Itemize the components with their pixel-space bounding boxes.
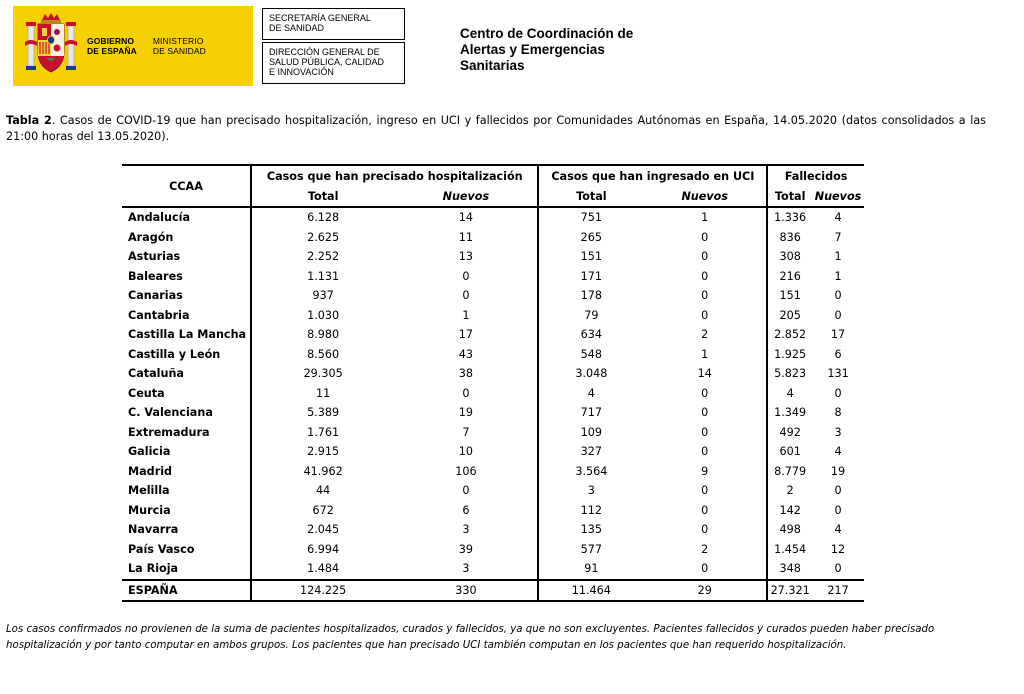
icu-new: 9 [701,464,709,478]
ccaa-name: C. Valenciana [128,406,213,420]
ccaa-name: Galicia [128,445,171,459]
icu-total: 178 [538,286,643,306]
icu-new: 0 [701,562,709,576]
directorate-box: DIRECCIÓN GENERAL DE SALUD PÚBLICA, CALIDAD E INNOVACIÓN [262,42,405,84]
deaths-new: 217 [812,580,864,601]
icu-new: 0 [701,308,709,322]
ccaa-name: Madrid [128,464,173,478]
icu-total: 717 [538,403,643,423]
icu-new: 2 [701,328,709,342]
deaths-total: 498 [767,520,812,540]
hosp-total: 1.484 [251,559,394,580]
deaths-new: 0 [834,484,842,498]
hosp-total: 44 [251,481,394,501]
icu-total: 135 [538,520,643,540]
table-row [122,286,864,306]
deaths-total: 1.349 [767,403,812,423]
hosp-new: 11 [458,230,473,244]
table-row [122,384,864,404]
icu-new: 0 [701,523,709,537]
hosp-total: 1.030 [251,306,394,326]
deaths-new: 17 [830,328,846,342]
hosp-new: 0 [462,484,470,498]
table-body [122,207,864,601]
hosp-total: 937 [251,286,394,306]
hosp-total: 11 [251,384,394,404]
icu-total: 751 [538,207,643,228]
hosp-total: 672 [251,501,394,521]
table-row [122,364,864,384]
table-row [122,267,864,287]
table-row [122,306,864,326]
icu-new: 0 [701,289,709,303]
icu-total: 327 [538,442,643,462]
deaths-new: 4 [834,211,842,225]
icu-total: 548 [538,345,643,365]
icu-new: 0 [701,503,709,517]
table-caption [6,113,986,145]
icu-new: 14 [697,367,712,381]
deaths-total: 4 [767,384,812,404]
deaths-new: 3 [834,425,842,439]
subheader-nuevos: Nuevos [812,187,864,207]
subheader-nuevos: Nuevos [643,187,767,207]
government-label: GOBIERNO DE ESPAÑA [87,36,137,56]
deaths-total: 5.823 [767,364,812,384]
table-row [122,520,864,540]
icu-total: 577 [538,540,643,560]
deaths-total: 1.454 [767,540,812,560]
hosp-new: 13 [458,250,473,264]
icu-new: 1 [701,211,709,225]
table-row [122,228,864,248]
group-header-icu: Casos que han ingresado en UCI [538,165,767,187]
deaths-new: 1 [834,269,842,283]
table-row [122,423,864,443]
ccaa-name: Extremadura [128,425,210,439]
icu-new: 0 [701,484,709,498]
ccaa-name: Asturias [128,250,181,264]
ccaa-name: País Vasco [128,542,195,556]
hosp-new: 3 [462,523,470,537]
covid-table [122,164,864,602]
ccaa-name: ESPAÑA [122,580,251,601]
ccaa-name: Canarias [128,289,183,303]
deaths-total: 2 [767,481,812,501]
hosp-total: 1.131 [251,267,394,287]
subheader-total: Total [251,187,394,207]
icu-total: 11.464 [538,580,643,601]
deaths-total: 151 [767,286,812,306]
table-row [122,481,864,501]
hosp-total: 8.560 [251,345,394,365]
icu-total: 265 [538,228,643,248]
ccaa-name: Melilla [128,484,170,498]
total-row [122,580,864,601]
hosp-new: 0 [462,269,470,283]
icu-total: 3.564 [538,462,643,482]
caption-text: . Casos de COVID-19 que han precisado hospitalización, ingreso en UCI y fallecidos por Comunidades Autónomas en España, 14.05.2020 (datos consolidados a las 21:00 horas del 13.05.2020). [6,114,986,143]
hosp-new: 39 [458,542,473,556]
deaths-total: 1.925 [767,345,812,365]
deaths-total: 308 [767,247,812,267]
icu-total: 79 [538,306,643,326]
deaths-new: 4 [834,523,842,537]
deaths-new: 131 [827,367,849,381]
subheader-total: Total [767,187,812,207]
icu-new: 0 [701,386,709,400]
table-row [122,403,864,423]
hosp-total: 124.225 [251,580,394,601]
hosp-new: 6 [462,503,470,517]
ccaa-name: Cataluña [128,367,184,381]
ccaa-name: La Rioja [128,562,179,576]
table-row [122,540,864,560]
deaths-total: 27.321 [767,580,812,601]
deaths-new: 0 [834,503,842,517]
ccaa-name: Castilla La Mancha [128,328,247,342]
hosp-total: 1.761 [251,423,394,443]
hosp-total: 5.389 [251,403,394,423]
subheader-total: Total [538,187,643,207]
government-logo-block [13,6,253,86]
deaths-total: 205 [767,306,812,326]
deaths-new: 0 [834,308,842,322]
ccaa-name: Castilla y León [128,347,221,361]
hosp-total: 2.045 [251,520,394,540]
hosp-total: 2.915 [251,442,394,462]
hosp-new: 3 [462,562,470,576]
deaths-new: 0 [834,386,842,400]
icu-new: 0 [701,230,709,244]
coat-of-arms-icon [25,12,77,80]
ministry-label: MINISTERIO DE SANIDAD [152,36,206,56]
icu-new: 2 [701,542,709,556]
hosp-total: 6.994 [251,540,394,560]
ccaa-name: Ceuta [128,386,165,400]
deaths-new: 4 [834,445,842,459]
icu-new: 29 [643,580,767,601]
table-row [122,345,864,365]
group-header-hospitalization: Casos que han precisado hospitalización [251,165,538,187]
deaths-new: 12 [830,542,846,556]
deaths-new: 7 [834,230,842,244]
icu-new: 0 [701,445,709,459]
icu-total: 112 [538,501,643,521]
hosp-new: 19 [458,406,473,420]
hosp-new: 1 [462,308,470,322]
icu-total: 3.048 [538,364,643,384]
table-row [122,559,864,580]
hosp-new: 10 [458,445,473,459]
deaths-total: 348 [767,559,812,580]
hosp-new: 14 [458,211,473,225]
caption-label: Tabla 2 [6,114,52,127]
deaths-total: 142 [767,501,812,521]
deaths-total: 836 [767,228,812,248]
hosp-total: 41.962 [251,462,394,482]
hosp-total: 6.128 [251,207,394,228]
ccaa-name: Navarra [128,523,179,537]
hosp-new: 0 [462,289,470,303]
hosp-total: 29.305 [251,364,394,384]
icu-total: 634 [538,325,643,345]
center-title: Centro de Coordinación de Alertas y Emergencias Sanitarias [460,26,634,73]
deaths-new: 0 [834,562,842,576]
icu-new: 1 [701,347,709,361]
hosp-total: 2.252 [251,247,394,267]
deaths-new: 19 [830,464,846,478]
ccaa-name: Cantabria [128,308,190,322]
hosp-total: 8.980 [251,325,394,345]
hosp-new: 7 [462,425,470,439]
hosp-total: 2.625 [251,228,394,248]
icu-new: 0 [701,250,709,264]
hosp-new: 43 [458,347,473,361]
ccaa-header: CCAA [122,165,251,207]
footnote: Los casos confirmados no provienen de la suma de pacientes hospitalizados, curados y fallecidos, ya que no son excluyentes. Pacientes fallecidos y curados pueden haber precisado hospitalización y por tanto computar en ambos grupos. Los pacientes que han precisado UCI también computan en los pacientes que han requerido hospitalización. [6,624,935,651]
hosp-new: 106 [455,464,477,478]
deaths-new: 1 [834,250,842,264]
icu-new: 0 [701,425,709,439]
icu-new: 0 [701,269,709,283]
table-row [122,462,864,482]
icu-total: 4 [538,384,643,404]
deaths-total: 216 [767,267,812,287]
icu-new: 0 [701,406,709,420]
icu-total: 91 [538,559,643,580]
ccaa-name: Aragón [128,230,174,244]
icu-total: 171 [538,267,643,287]
hosp-new: 38 [458,367,473,381]
hosp-new: 330 [394,580,538,601]
ccaa-name: Andalucía [128,211,190,225]
hosp-new: 17 [458,328,473,342]
ccaa-name: Murcia [128,503,171,517]
table-row [122,442,864,462]
hosp-new: 0 [462,386,470,400]
ccaa-name: Baleares [128,269,183,283]
table-row [122,501,864,521]
table-row [122,247,864,267]
deaths-total: 8.779 [767,462,812,482]
icu-total: 109 [538,423,643,443]
deaths-new: 6 [834,347,842,361]
table-row [122,207,864,228]
deaths-total: 1.336 [767,207,812,228]
icu-total: 3 [538,481,643,501]
deaths-total: 492 [767,423,812,443]
icu-total: 151 [538,247,643,267]
table-row [122,325,864,345]
deaths-total: 2.852 [767,325,812,345]
group-header-deaths: Fallecidos [767,165,864,187]
deaths-new: 0 [834,289,842,303]
deaths-new: 8 [834,406,842,420]
subheader-nuevos: Nuevos [394,187,538,207]
deaths-total: 601 [767,442,812,462]
secretariat-box: SECRETARÍA GENERAL DE SANIDAD [262,8,405,40]
